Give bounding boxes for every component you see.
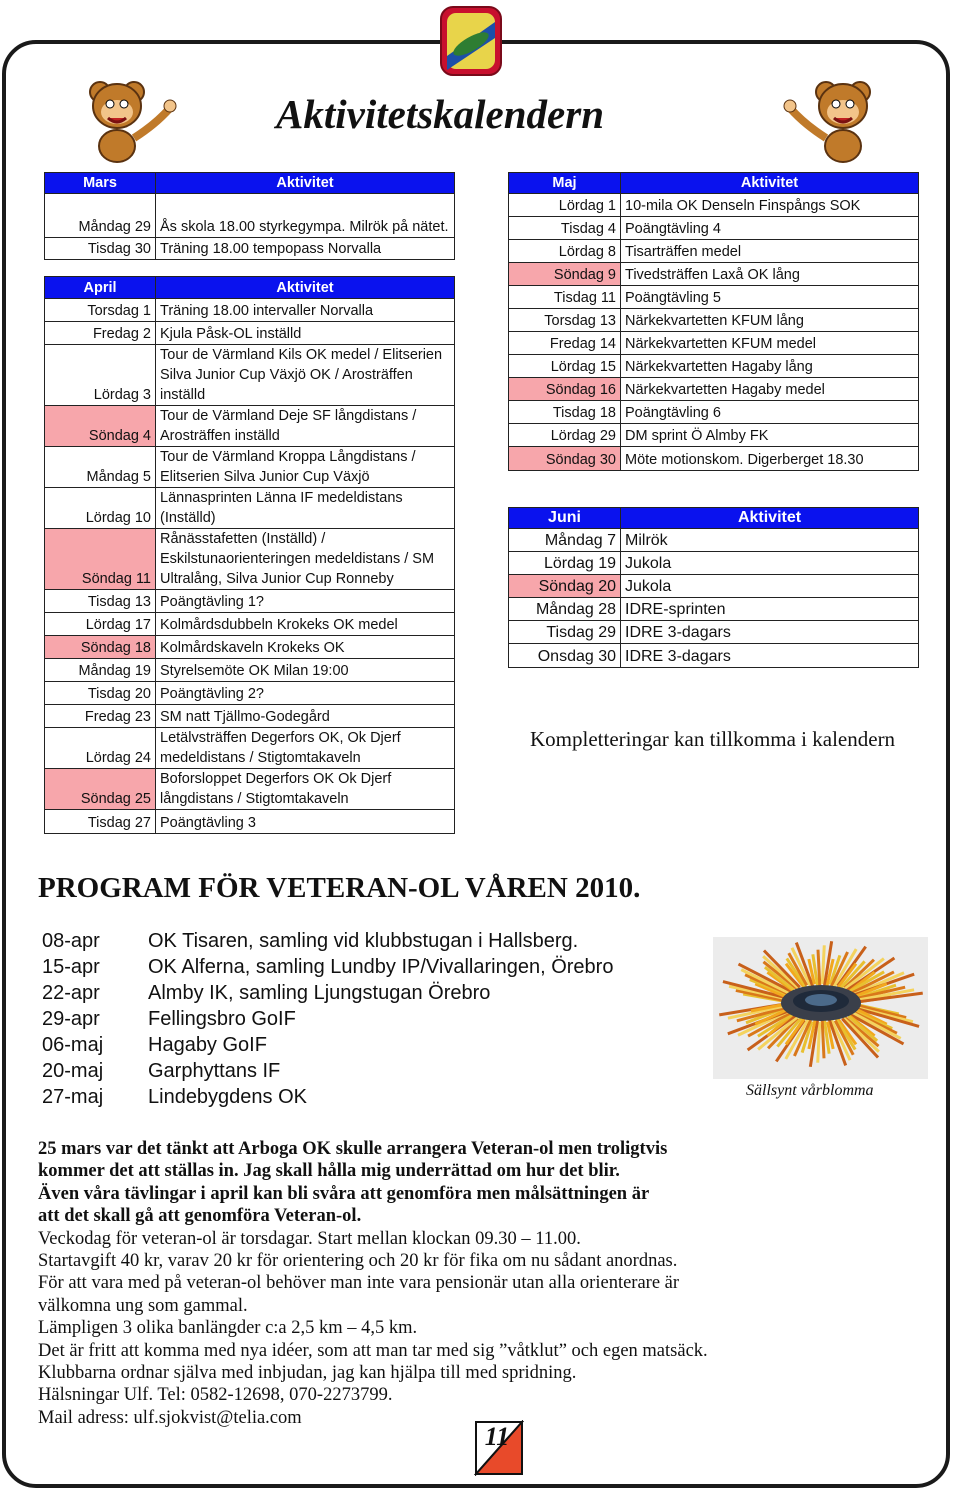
maj-activity: DM sprint Ö Almby FK xyxy=(621,424,919,447)
juni-header-month: Juni xyxy=(509,508,621,529)
juni-day: Onsdag 30 xyxy=(509,644,621,668)
page-title: Aktivitetskalendern xyxy=(276,91,604,137)
image-caption: Sällsynt vårblomma xyxy=(746,1082,874,1099)
flower-petal xyxy=(822,1020,824,1058)
maj-activity: Poängtävling 5 xyxy=(621,286,919,309)
april-activity: Poängtävling 1? xyxy=(156,590,455,613)
maj-day: Söndag 9 xyxy=(509,263,621,286)
april-day: Fredag 2 xyxy=(45,322,156,345)
flower-petal xyxy=(818,1022,820,1063)
juni-day: Måndag 7 xyxy=(509,529,621,552)
maj-day: Lördag 8 xyxy=(509,240,621,263)
veteran-date: 06-maj xyxy=(42,1034,104,1056)
maj-day: Söndag 30 xyxy=(509,447,621,471)
veteran-text: Garphyttans IF xyxy=(148,1060,281,1082)
april-day: Tisdag 20 xyxy=(45,682,156,705)
maj-activity: Närkekvartetten Hagaby medel xyxy=(621,378,919,401)
april-day: Måndag 5 xyxy=(45,447,156,488)
juni-activity: Jukola xyxy=(621,552,919,575)
maj-day: Tisdag 4 xyxy=(509,217,621,240)
maj-activity: Möte motionskom. Digerberget 18.30 xyxy=(621,447,919,471)
maj-table xyxy=(508,172,919,471)
maj-day: Torsdag 13 xyxy=(509,309,621,332)
list-item xyxy=(42,954,613,980)
juni-table xyxy=(508,507,919,668)
maj-activity: Poängtävling 6 xyxy=(621,401,919,424)
list-item xyxy=(42,1058,613,1084)
maj-day: Lördag 1 xyxy=(509,194,621,217)
maj-activity: Tivedsträffen Laxå OK lång xyxy=(621,263,919,286)
paragraph-line: Klubbarna ordnar själva med inbjudan, jag kan hjälpa till med spridning. xyxy=(38,1363,577,1384)
paragraph-line: Hälsningar Ulf. Tel: 0582-12698, 070-2273799. xyxy=(38,1385,393,1406)
veteran-text: Almby IK, samling Ljungstugan Örebro xyxy=(148,982,491,1004)
mars-header-activity: Aktivitet xyxy=(156,173,455,194)
april-day: Lördag 24 xyxy=(45,728,156,769)
april-header-activity: Aktivitet xyxy=(156,277,455,299)
april-day: Fredag 23 xyxy=(45,705,156,728)
veteran-text: Hagaby GoIF xyxy=(148,1034,267,1056)
flower-petal xyxy=(818,950,820,986)
april-activity: SM natt Tjällmo-Godegård xyxy=(156,705,455,728)
paragraph-line: Lämpligen 3 olika banlängder c:a 2,5 km – 4,5 km. xyxy=(38,1318,418,1339)
maj-day: Söndag 16 xyxy=(509,378,621,401)
paragraph-line: 25 mars var det tänkt att Arboga OK skulle arrangera Veteran-ol men troligtvis xyxy=(38,1139,668,1159)
april-activity: Kolmårdskaveln Krokeks OK xyxy=(156,636,455,659)
veteran-date: 08-apr xyxy=(42,930,100,952)
april-day: Tisdag 13 xyxy=(45,590,156,613)
page-number: 11 xyxy=(484,1422,510,1451)
mars-day: Måndag 29 xyxy=(45,194,156,238)
april-activity: Kjula Påsk-OL inställd xyxy=(156,322,455,345)
april-day: Söndag 4 xyxy=(45,406,156,447)
juni-activity: IDRE 3-dagars xyxy=(621,644,919,668)
maj-activity: Närkekvartetten KFUM lång xyxy=(621,309,919,332)
mars-activity: Träning 18.00 tempopass Norvalla xyxy=(156,238,455,260)
juni-header-activity: Aktivitet xyxy=(621,508,919,529)
april-activity: Rånässtafetten (Inställd) / Eskilstunaorienteringen medeldistans / SM Ultralång, Silva Junior Cup Ronneby xyxy=(156,529,455,590)
juni-day: Måndag 28 xyxy=(509,598,621,621)
april-header-month: April xyxy=(45,277,156,299)
flower-petal xyxy=(822,945,824,984)
maj-day: Lördag 15 xyxy=(509,355,621,378)
juni-activity: Jukola xyxy=(621,575,919,598)
april-day: Söndag 25 xyxy=(45,769,156,810)
juni-activity: Milrök xyxy=(621,529,919,552)
info-text xyxy=(38,1138,918,1429)
paragraph-line: Startavgift 40 kr, varav 20 kr för orientering och 20 kr för fika om nu sådant anordnas. xyxy=(38,1251,678,1272)
mars-day: Tisdag 30 xyxy=(45,238,156,260)
juni-day: Lördag 19 xyxy=(509,552,621,575)
april-day: Lördag 10 xyxy=(45,488,156,529)
juni-day: Söndag 20 xyxy=(509,575,621,598)
paragraph-line: att det skall gå att genomföra Veteran-ol. xyxy=(38,1206,362,1227)
april-day: Söndag 11 xyxy=(45,529,156,590)
paragraph-line: välkomna ung som gammal. xyxy=(38,1295,248,1316)
maj-day: Tisdag 18 xyxy=(509,401,621,424)
april-day: Torsdag 1 xyxy=(45,299,156,322)
mars-header-month: Mars xyxy=(45,173,156,194)
april-activity: Kolmårdsdubbeln Krokeks OK medel xyxy=(156,613,455,636)
april-activity: Boforsloppet Degerfors OK Ok Djerf långdistans / Stigtomtakaveln xyxy=(156,769,455,810)
april-day: Tisdag 27 xyxy=(45,810,156,834)
maj-day: Tisdag 11 xyxy=(509,286,621,309)
april-activity: Lännasprinten Länna IF medeldistans (Inställd) xyxy=(156,488,455,529)
april-table xyxy=(44,276,455,834)
veteran-text: OK Alferna, samling Lundby IP/Vivallaringen, Örebro xyxy=(148,956,614,978)
maj-header-activity: Aktivitet xyxy=(621,173,919,194)
april-activity: Letälvsträffen Degerfors OK, Ok Djerf medeldistans / Stigtomtakaveln xyxy=(156,728,455,769)
maj-activity: Poängtävling 4 xyxy=(621,217,919,240)
list-item xyxy=(42,980,613,1006)
veteran-text: OK Tisaren, samling vid klubbstugan i Hallsberg. xyxy=(148,930,579,952)
juni-activity: IDRE-sprinten xyxy=(621,598,919,621)
maj-activity: Tisarträffen medel xyxy=(621,240,919,263)
program-title: PROGRAM FÖR VETERAN-OL VÅREN 2010. xyxy=(38,872,641,904)
veteran-date: 29-apr xyxy=(42,1008,100,1030)
maj-activity: Närkekvartetten KFUM medel xyxy=(621,332,919,355)
paragraph-line: Mail adress: ulf.sjokvist@telia.com xyxy=(38,1407,302,1428)
paragraph-line: kommer det att ställas in. Jag skall hålla mig underrättad om hur det blir. xyxy=(38,1161,620,1182)
april-activity: Tour de Värmland Kils OK medel / Elitserien Silva Junior Cup Växjö OK / Arosträffen inställd xyxy=(156,345,455,406)
mars-table xyxy=(44,172,455,260)
veteran-date: 20-maj xyxy=(42,1060,104,1082)
maj-header-month: Maj xyxy=(509,173,621,194)
monkey-mascot-left-icon xyxy=(74,72,178,168)
maj-day: Fredag 14 xyxy=(509,332,621,355)
april-day: Lördag 17 xyxy=(45,613,156,636)
april-activity: Tour de Värmland Deje SF långdistans / Arosträffen inställd xyxy=(156,406,455,447)
april-day: Söndag 18 xyxy=(45,636,156,659)
april-day: Lördag 3 xyxy=(45,345,156,406)
list-item xyxy=(42,1032,613,1058)
calendar-note: Kompletteringar kan tillkomma i kalendern xyxy=(530,727,896,751)
juni-activity: IDRE 3-dagars xyxy=(621,621,919,644)
april-activity: Träning 18.00 intervaller Norvalla xyxy=(156,299,455,322)
veteran-schedule xyxy=(42,928,613,1110)
maj-day: Lördag 29 xyxy=(509,424,621,447)
veteran-date: 22-apr xyxy=(42,982,100,1004)
club-logo-icon xyxy=(438,4,504,78)
veteran-text: Lindebygdens OK xyxy=(148,1086,308,1108)
paragraph-line: För att vara med på veteran-ol behöver man inte vara pensionär utan alla orienterare är xyxy=(38,1273,680,1294)
maj-activity: 10-mila OK Denseln Finspångs SOK xyxy=(621,194,919,217)
list-item xyxy=(42,928,613,954)
juni-day: Tisdag 29 xyxy=(509,621,621,644)
april-day: Måndag 19 xyxy=(45,659,156,682)
paragraph-line: Även våra tävlingar i april kan bli svåra att genomföra men målsättningen är xyxy=(38,1183,650,1204)
paragraph-line: Det är fritt att komma med nya idéer, som att man tar med sig ”våtklut” och egen matsäck. xyxy=(38,1340,708,1361)
april-activity: Styrelsemöte OK Milan 19:00 xyxy=(156,659,455,682)
flower-photo xyxy=(713,937,928,1079)
mars-activity: Ås skola 18.00 styrkegympa. Milrök på nätet. xyxy=(156,194,455,238)
veteran-date: 27-maj xyxy=(42,1086,104,1108)
april-activity: Poängtävling 3 xyxy=(156,810,455,834)
page-number-badge xyxy=(474,1420,524,1476)
list-item xyxy=(42,1006,613,1032)
april-activity: Poängtävling 2? xyxy=(156,682,455,705)
list-item xyxy=(42,1084,613,1110)
april-activity: Tour de Värmland Kroppa Långdistans / Elitserien Silva Junior Cup Växjö xyxy=(156,447,455,488)
veteran-date: 15-apr xyxy=(42,956,100,978)
maj-activity: Närkekvartetten Hagaby lång xyxy=(621,355,919,378)
monkey-mascot-right-icon xyxy=(782,72,886,168)
veteran-text: Fellingsbro GoIF xyxy=(148,1008,296,1030)
paragraph-line: Veckodag för veteran-ol är torsdagar. Start mellan klockan 09.30 – 11.00. xyxy=(38,1228,581,1249)
